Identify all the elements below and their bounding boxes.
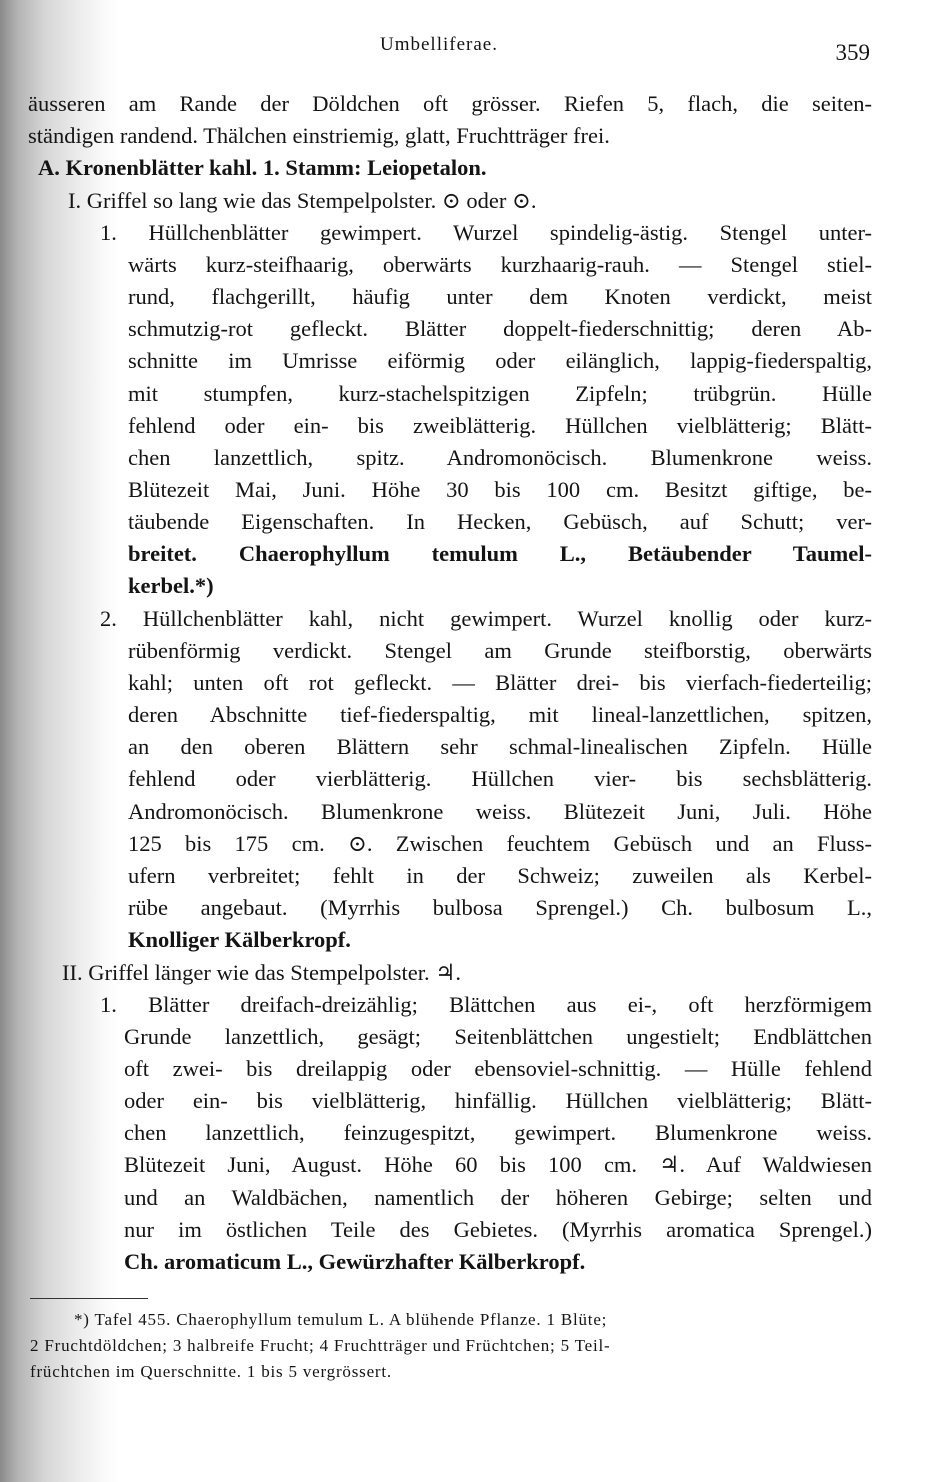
text-line: Blütezeit Mai, Juni. Höhe 30 bis 100 cm. Besitzt giftige, be-: [128, 477, 872, 502]
page-number: 359: [835, 40, 870, 65]
text-line: mit stumpfen, kurz-stachelspitzigen Zipfeln; trübgrün. Hülle: [128, 381, 872, 406]
key-item: 1. Blätter dreifach-dreizählig; Blättchen aus ei-, oft herzförmigem: [100, 992, 872, 1017]
text-line: oder ein- bis vielblätterig, hinfällig. Hüllchen vielblätterig; Blätt-: [124, 1088, 872, 1113]
text-line: Andromonöcisch. Blumenkrone weiss. Blütezeit Juni, Juli. Höhe: [128, 799, 872, 824]
text-line: an den oberen Blättern sehr schmal-linealischen Zipfeln. Hülle: [128, 734, 872, 759]
text-line: chen lanzettlich, spitz. Andromonöcisch. Blumenkrone weiss.: [128, 445, 872, 470]
text-line: ufern verbreitet; fehlt in der Schweiz; zuweilen als Kerbel-: [128, 863, 872, 888]
species-name: breitet. Chaerophyllum temulum L., Betäubender Taumel-: [128, 541, 872, 566]
text-line: rübenförmig verdickt. Stengel am Grunde steifborstig, oberwärts: [128, 638, 872, 663]
text-line: kahl; unten oft rot gefleckt. — Blätter drei- bis vierfach-fiederteilig;: [128, 670, 872, 695]
key-item: 1. Hüllchenblätter gewimpert. Wurzel spindelig-ästig. Stengel unter-: [100, 220, 872, 245]
text-line: wärts kurz-steifhaarig, oberwärts kurzhaarig-rauh. — Stengel stiel-: [128, 252, 872, 277]
text-line: Grunde lanzettlich, gesägt; Seitenblättchen ungestielt; Endblättchen: [124, 1024, 872, 1049]
text-line: ständigen randend. Thälchen einstriemig, glatt, Fruchtträger frei.: [28, 123, 610, 148]
footnote-line: 2 Fruchtdöldchen; 3 halbreife Frucht; 4 Fruchtträger und Früchtchen; 5 Teil-: [30, 1336, 611, 1355]
section-heading: A. Kronenblätter kahl. 1. Stamm: Leiopetalon.: [38, 155, 487, 180]
footnote-line: früchtchen im Querschnitte. 1 bis 5 vergrössert.: [30, 1362, 392, 1381]
text-line: äusseren am Rande der Döldchen oft grösser. Riefen 5, flach, die seiten-: [28, 91, 872, 116]
footnote-divider: [30, 1298, 148, 1299]
text-line: schnitte im Umrisse eiförmig oder eilänglich, lappig-fiederspaltig,: [128, 348, 872, 373]
species-name: Knolliger Kälberkropf.: [128, 927, 351, 952]
key-item: II. Griffel länger wie das Stempelpolster. ♃.: [62, 960, 462, 985]
text-line: schmutzig-rot gefleckt. Blätter doppelt-fiederschnittig; deren Ab-: [128, 316, 872, 341]
text-line: chen lanzettlich, feinzugespitzt, gewimpert. Blumenkrone weiss.: [124, 1120, 872, 1145]
text-line: 125 bis 175 cm. ⊙. Zwischen feuchtem Gebüsch und an Fluss-: [128, 831, 872, 856]
key-item: I. Griffel so lang wie das Stempelpolster. ⊙ oder ⊙.: [68, 188, 537, 213]
text-line: nur im östlichen Teile des Gebietes. (Myrrhis aromatica Sprengel.): [124, 1217, 872, 1242]
text-line: deren Abschnitte tief-fiederspaltig, mit lineal-lanzettlichen, spitzen,: [128, 702, 872, 727]
text-line: fehlend oder vierblätterig. Hüllchen vier- bis sechsblätterig.: [128, 766, 872, 791]
species-name: kerbel.*): [128, 573, 214, 598]
footnote-line: *) Tafel 455. Chaerophyllum temulum L. A blühende Pflanze. 1 Blüte;: [74, 1310, 608, 1329]
text-line: oft zwei- bis dreilappig oder ebensoviel-schnittig. — Hülle fehlend: [124, 1056, 872, 1081]
text-line: rübe angebaut. (Myrrhis bulbosa Sprengel.) Ch. bulbosum L.,: [128, 895, 872, 920]
text-line: und an Waldbächen, namentlich der höheren Gebirge; selten und: [124, 1185, 872, 1210]
running-head: Umbelliferae.: [380, 34, 498, 55]
key-item: 2. Hüllchenblätter kahl, nicht gewimpert. Wurzel knollig oder kurz-: [100, 606, 872, 631]
page-header: [0, 30, 930, 65]
species-name: Ch. aromaticum L., Gewürzhafter Kälberkropf.: [124, 1249, 586, 1274]
text-line: Blütezeit Juni, August. Höhe 60 bis 100 cm. ♃. Auf Waldwiesen: [124, 1152, 872, 1177]
text-line: rund, flachgerillt, häufig unter dem Knoten verdickt, meist: [128, 284, 872, 309]
text-line: fehlend oder ein- bis zweiblätterig. Hüllchen vielblätterig; Blätt-: [128, 413, 872, 438]
text-line: täubende Eigenschaften. In Hecken, Gebüsch, auf Schutt; ver-: [128, 509, 872, 534]
